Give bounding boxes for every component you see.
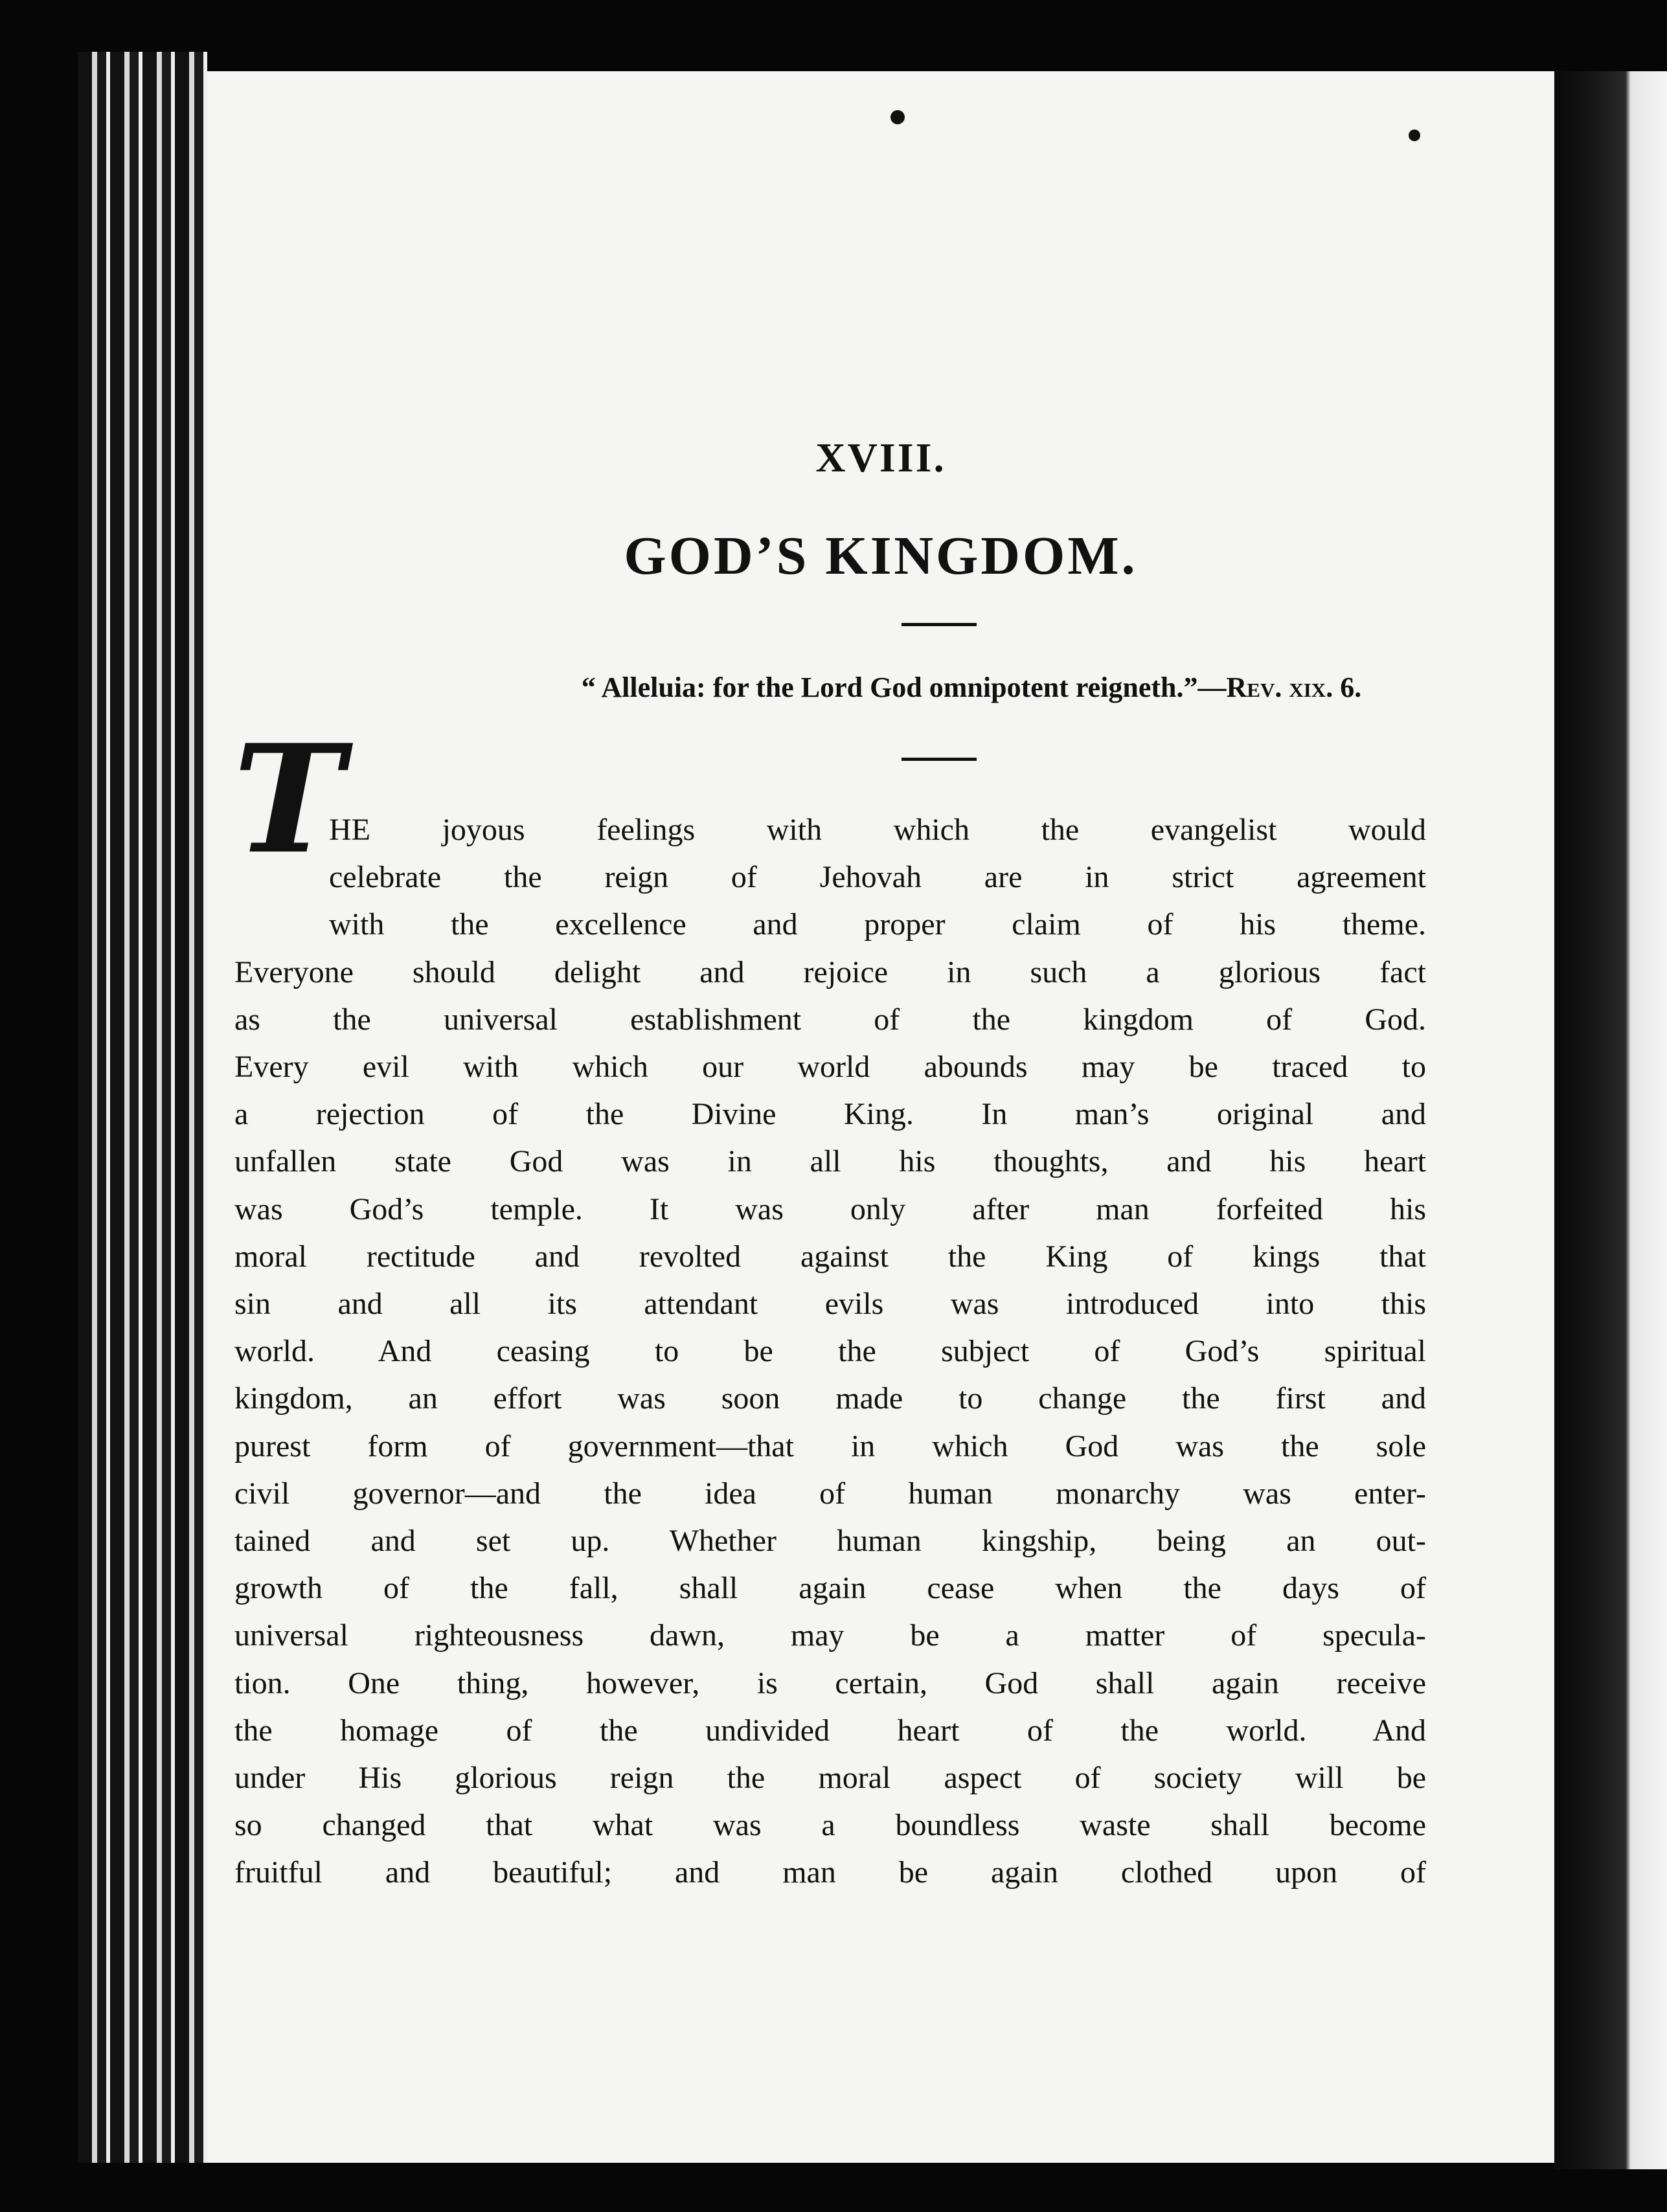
- drop-cap: T: [233, 712, 345, 887]
- body-line: as the universal establishment of the kingdom of God.: [234, 1002, 1426, 1037]
- body-line: celebrate the reign of Jehovah are in strict agreement: [329, 860, 1426, 895]
- chapter-title: GOD’S KINGDOM.: [624, 526, 1138, 586]
- body-line: universal righteousness dawn, may be a matter of specula-: [234, 1618, 1426, 1653]
- epigraph-text: “ Alleluia: for the Lord God omnipotent reigneth.”—: [581, 672, 1227, 703]
- body-line: Every evil with which our world abounds may be traced to: [234, 1050, 1426, 1084]
- book-page-edges-right: [1554, 71, 1667, 2169]
- body-line: the homage of the undivided heart of the world. And: [234, 1713, 1426, 1748]
- body-line: a rejection of the Divine King. In man’s original and: [234, 1097, 1426, 1132]
- body-line: world. And ceasing to be the subject of God’s spiritual: [234, 1334, 1426, 1369]
- body-line: moral rectitude and revolted against the King of kings that: [234, 1239, 1426, 1274]
- body-line: growth of the fall, shall again cease when the days of: [234, 1571, 1426, 1606]
- body-line: purest form of government—that in which God was the sole: [234, 1428, 1426, 1463]
- body-line: unfallen state God was in all his thoughts, and his heart: [234, 1144, 1426, 1179]
- body-line: tained and set up. Whether human kingship, being an out-: [234, 1524, 1426, 1558]
- title-rule: [902, 623, 977, 626]
- body-line: so changed that what was a boundless waste shall become: [234, 1808, 1426, 1843]
- ink-speck: [890, 110, 905, 124]
- body-line: civil governor—and the idea of human monarchy was enter-: [234, 1476, 1426, 1511]
- chapter-number: XVIII.: [815, 435, 946, 480]
- epigraph: [207, 671, 1554, 704]
- body-line: kingdom, an effort was soon made to change the first and: [234, 1381, 1426, 1416]
- body-line: fruitful and beautiful; and man be again clothed upon of: [234, 1855, 1426, 1890]
- body-line: was God’s temple. It was only after man forfeited his: [234, 1191, 1426, 1226]
- book-page-edges-left: [78, 52, 207, 2163]
- body-line: tion. One thing, however, is certain, God shall again receive: [234, 1665, 1426, 1700]
- ink-speck: [1409, 130, 1420, 141]
- body-line: under His glorious reign the moral aspect of society will be: [234, 1761, 1426, 1795]
- epigraph-rule: [902, 758, 977, 761]
- body-line: Everyone should delight and rejoice in such a glorious fact: [234, 954, 1426, 989]
- body-line: sin and all its attendant evils was introduced into this: [234, 1287, 1426, 1321]
- body-line: with the excellence and proper claim of his theme.: [329, 907, 1426, 942]
- epigraph-reference: Rev. xix. 6.: [1226, 672, 1362, 703]
- body-line: HE joyous feelings with which the evangelist would: [329, 813, 1426, 847]
